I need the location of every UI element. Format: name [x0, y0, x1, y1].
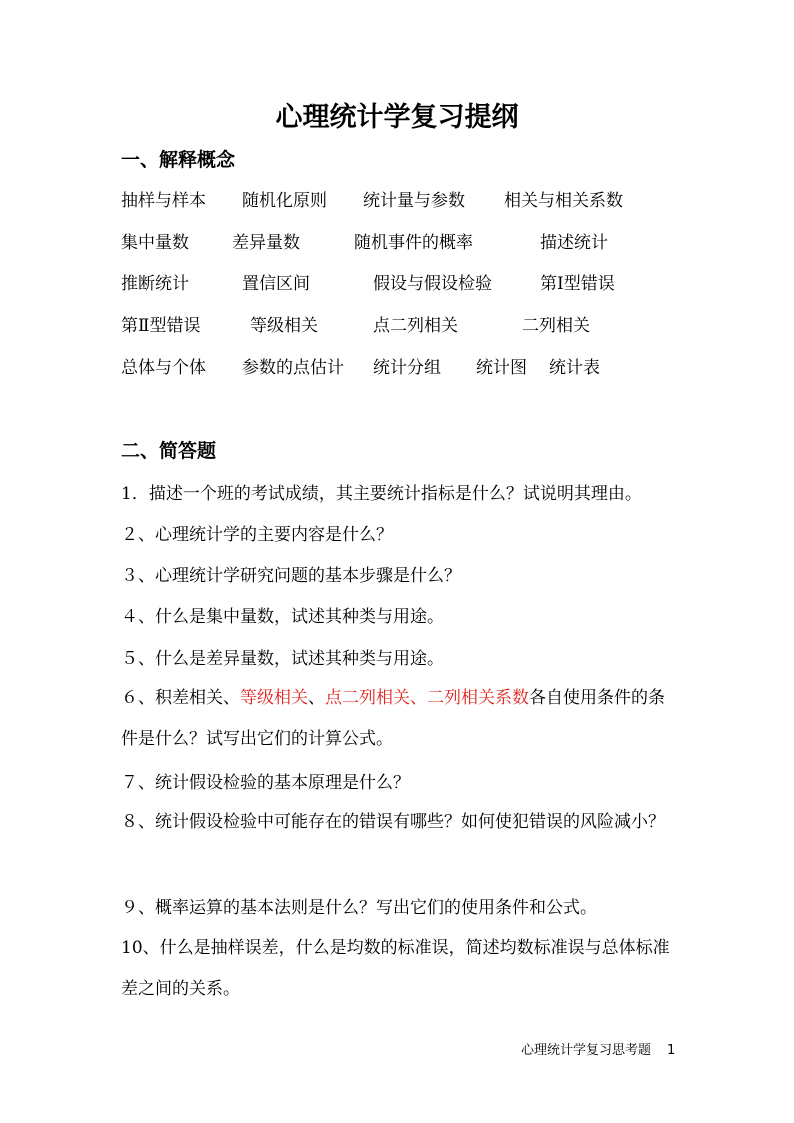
concept-term: 差异量数 — [232, 233, 300, 253]
question-6-prefix: ６、积差相关、 — [121, 688, 240, 708]
concept-term: 等级相关 — [250, 316, 318, 336]
question-5: ５、什么是差异量数，试述其种类与用途。 — [121, 649, 444, 669]
question-6-highlight-1: 等级相关 — [240, 688, 308, 708]
question-6-suffix: 各自使用条件的条件是什么？试写出它们的计算公式。 — [121, 688, 665, 749]
section-heading-short-answer: 二、简答题 — [121, 440, 217, 462]
question-6 — [121, 678, 677, 760]
concept-term: 统计表 — [549, 358, 600, 378]
concept-term: 二列相关 — [522, 316, 590, 336]
concept-term: 随机化原则 — [242, 191, 327, 211]
page-title: 心理统计学复习提纲 — [275, 102, 519, 133]
question-1: 1．描述一个班的考试成绩，其主要统计指标是什么？试说明其理由。 — [121, 484, 642, 504]
question-3: ３、心理统计学研究问题的基本步骤是什么？ — [121, 566, 461, 586]
concept-term: 推断统计 — [121, 274, 189, 294]
question-9: ９、概率运算的基本法则是什么？写出它们的使用条件和公式。 — [121, 898, 597, 918]
question-2: ２、心理统计学的主要内容是什么？ — [121, 525, 393, 545]
question-6-separator: 、 — [308, 688, 325, 708]
question-7: ７、统计假设检验的基本原理是什么？ — [121, 773, 410, 793]
concept-term: 随机事件的概率 — [354, 233, 473, 253]
question-10: 10、什么是抽样误差，什么是均数的标准误，简述均数标准误与总体标准差之间的关系。 — [121, 938, 670, 999]
concept-term: 集中量数 — [121, 233, 189, 253]
concept-term: 统计分组 — [373, 358, 441, 378]
concept-term: 描述统计 — [540, 233, 608, 253]
concept-term: 总体与个体 — [121, 358, 206, 378]
concept-term: 第Ⅱ型错误 — [121, 316, 201, 336]
concept-term: 参数的点估计 — [242, 358, 344, 378]
concept-term: 点二列相关 — [373, 316, 458, 336]
concept-term: 第Ⅰ型错误 — [540, 274, 615, 294]
question-8: ８、统计假设检验中可能存在的错误有哪些？如何使犯错误的风险减小？ — [121, 812, 665, 832]
question-4: ４、什么是集中量数，试述其种类与用途。 — [121, 607, 444, 627]
footer-label: 心理统计学复习思考题 — [521, 1043, 652, 1058]
concept-term: 统计图 — [476, 358, 527, 378]
concept-term: 统计量与参数 — [363, 191, 465, 211]
page-number: 1 — [667, 1043, 676, 1058]
concept-term: 置信区间 — [242, 274, 310, 294]
question-6-highlight-2: 点二列相关、二列相关系数 — [325, 688, 529, 708]
concept-term: 相关与相关系数 — [504, 191, 623, 211]
concept-term: 假设与假设检验 — [373, 274, 492, 294]
concept-term: 抽样与样本 — [121, 191, 206, 211]
section-heading-concepts: 一、解释概念 — [121, 149, 236, 171]
